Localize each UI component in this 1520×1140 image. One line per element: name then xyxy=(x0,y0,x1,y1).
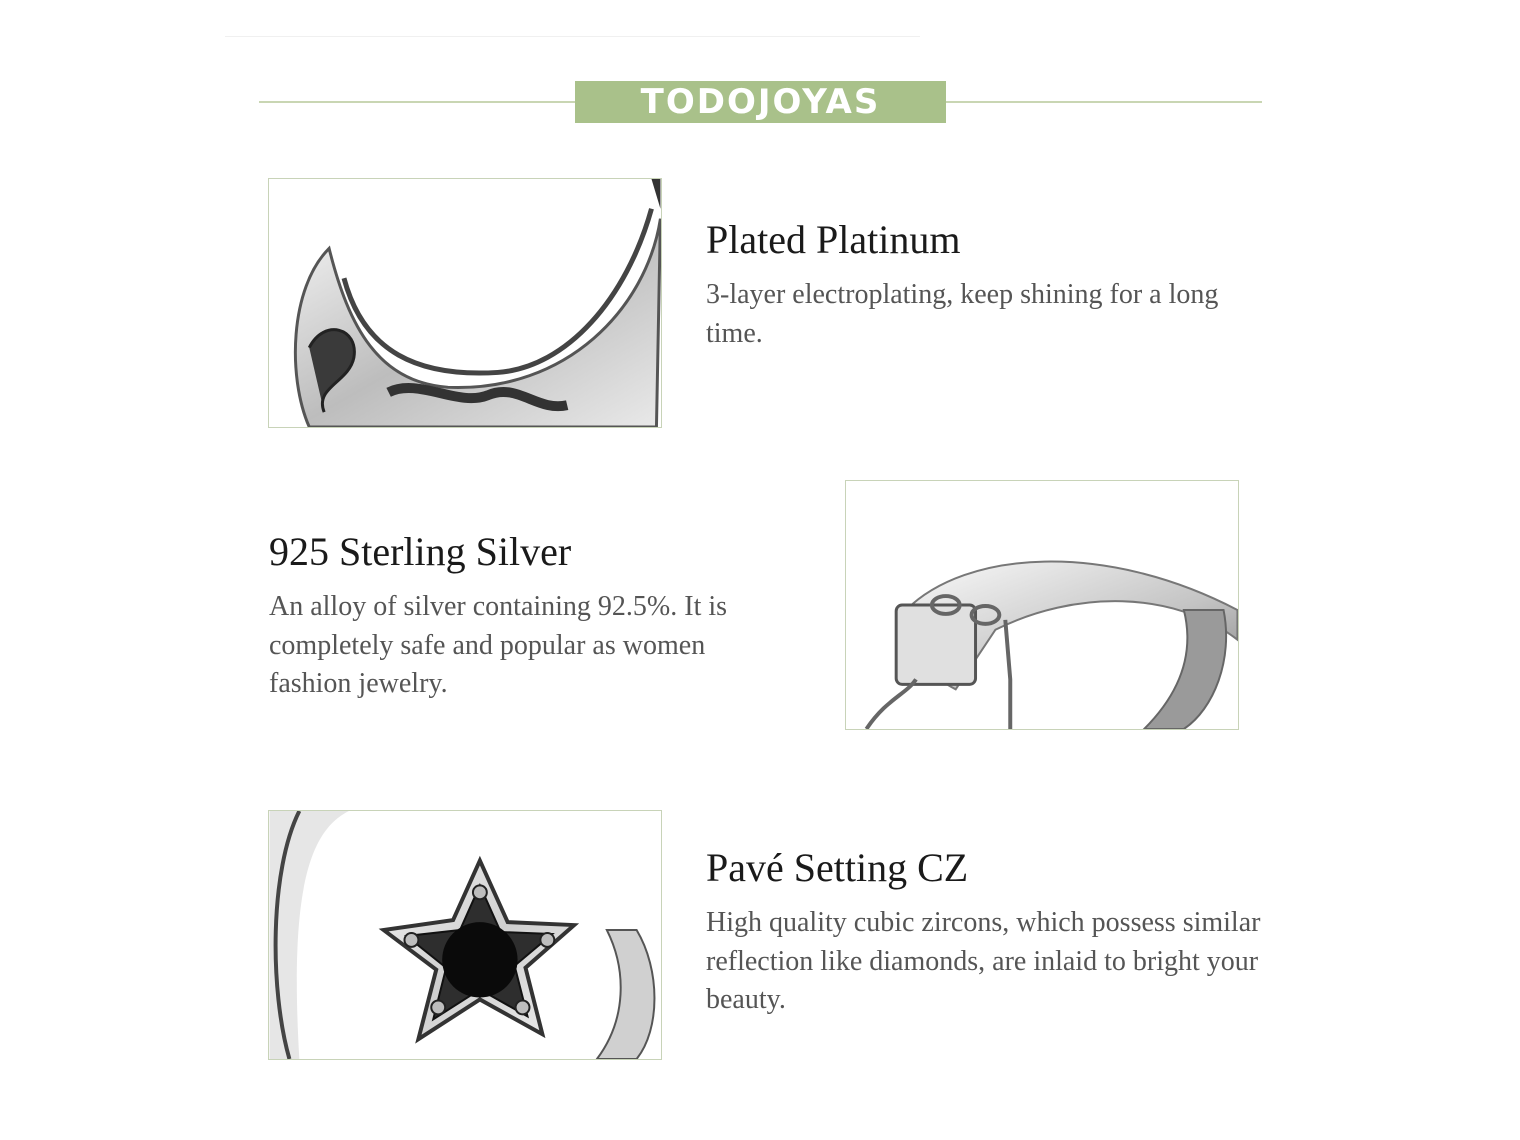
star-black-cz-closeup-icon xyxy=(269,811,661,1059)
feature-title: 925 Sterling Silver xyxy=(269,529,572,574)
feature-pave-setting xyxy=(706,846,1266,1020)
brand-line-right xyxy=(946,101,1262,103)
feature-plated-platinum xyxy=(706,218,1226,353)
feature-image-pave-setting xyxy=(268,810,662,1060)
feature-image-sterling-silver xyxy=(845,480,1239,730)
feature-sterling-silver xyxy=(269,530,789,704)
feature-title: Pavé Setting CZ xyxy=(706,845,969,890)
feature-description: 3-layer electroplating, keep shining for a long time. xyxy=(706,279,1219,349)
brand-name: TODOJOYAS xyxy=(640,82,881,122)
brand-line-left xyxy=(259,101,577,103)
brand-banner xyxy=(575,81,946,123)
feature-description: An alloy of silver containing 92.5%. It is completely safe and popular as women fashion jewelry. xyxy=(269,591,728,699)
top-divider xyxy=(225,36,920,37)
feature-description: High quality cubic zircons, which possess similar reflection like diamonds, are inlaid to bright your beauty. xyxy=(706,907,1261,1015)
crescent-chain-closeup-icon xyxy=(846,481,1238,729)
moon-charm-closeup-icon xyxy=(269,179,661,427)
feature-title: Plated Platinum xyxy=(706,217,961,262)
feature-image-plated-platinum xyxy=(268,178,662,428)
